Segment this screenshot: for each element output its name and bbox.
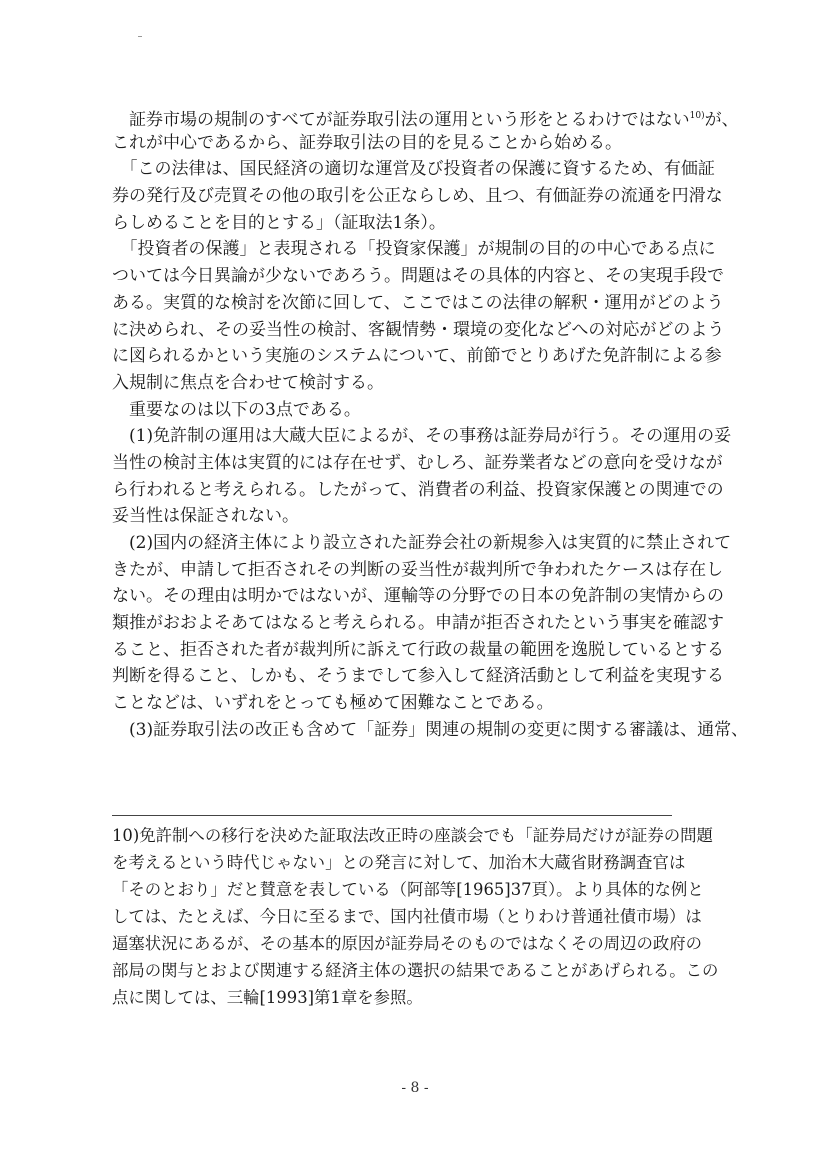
body-line: 証券市場の規制のすべてが証券取引法の運用という形をとるわけではない$^{10)}$が、	[112, 110, 739, 130]
footnote-divider	[112, 815, 672, 816]
footnote-line: 点に関しては、三輪[1993]第1章を参照。	[112, 988, 423, 1007]
body-line: 当性の検討主体は実質的には存在せず、むしろ、証券業者などの意向を受けなが	[112, 452, 723, 473]
footnote-line: しては、たとえば、今日に至るまで、国内社債市場（とりわけ普通社債市場）は	[112, 907, 702, 926]
body-line: 「この法律は、国民経済の適切な運営及び投資者の保護に資するため、有価証	[112, 159, 715, 180]
scan-artifact	[138, 36, 142, 37]
body-line: (2)国内の経済主体により設立された証券会社の新規参入は実質的に禁止されて	[112, 533, 732, 553]
body-line: これが中心であるから、証券取引法の目的を見ることから始める。	[112, 132, 622, 153]
body-text	[112, 103, 749, 744]
body-line: 類推がおおよそあてはなると考えられる。申請が拒否されたという事実を確認す	[112, 613, 724, 634]
body-line: ら行われると考えられる。したがって、消費者の利益、投資家保護との関連での	[112, 479, 724, 500]
footnote-line: 「そのとおり」だと賛意を表している（阿部等[1965]37頁）。より具体的な例と	[112, 880, 704, 899]
body-line: 「投資者の保護」と表現される「投資家保護」が規制の目的の中心である点に	[112, 239, 716, 260]
body-line: (3)証券取引法の改正も含めて「証券」関連の規制の変更に関する審議は、通常、	[112, 719, 749, 740]
footnote-line: 部局の関与とおよび関連する経済主体の選択の結果であることがあげられる。この	[112, 961, 719, 980]
body-line: 重要なのは以下の3点である。	[112, 399, 361, 420]
body-line: らしめることを目的とする」（証取法1条）。	[112, 212, 446, 233]
body-line: 券の発行及び売買その他の取引を公正ならしめ、且つ、有価証券の流通を円滑な	[112, 186, 723, 207]
body-line: (1)免許制の運用は大蔵大臣によるが、その事務は証券局が行う。その運用の妥	[112, 426, 732, 447]
footnote-line: を考えるという時代じゃない」との発言に対して、加治木大蔵省財務調査官は	[112, 853, 686, 872]
body-line: ついては今日異論が少ないであろう。問題はその具体的内容と、その実現手段で	[112, 266, 724, 287]
body-line: 判断を得ること、しかも、そうまでして参入して経済活動として利益を実現する	[112, 666, 724, 687]
body-line: に決められ、その妥当性の検討、客観情勢・環境の変化などへの対応がどのよう	[112, 319, 725, 340]
body-line: 入規制に焦点を合わせて検討する。	[112, 372, 384, 393]
footnote-reference: 10)	[689, 111, 705, 121]
body-line: ことなどは、いずれをとっても極めて困難なことである。	[112, 693, 554, 714]
body-line: きたが、申請して拒否されその判断の妥当性が裁判所で争われたケースは存在し	[112, 559, 724, 580]
body-line: ない。その理由は明かではないが、運輸等の分野での日本の免許制の実情からの	[112, 586, 724, 607]
body-line: ること、拒否された者が裁判所に訴えて行政の裁量の範囲を逸脱しているとする	[112, 639, 724, 660]
body-line: 妥当性は保証されない。	[112, 506, 299, 527]
body-line: ある。実質的な検討を次節に回して、ここではこの法律の解釈・運用がどのよう	[112, 292, 724, 313]
footnote-line: 10)免許制への移行を決めた証取法改正時の座談会でも「証券局だけが証券の問題	[112, 826, 713, 845]
page-number: - 8 -	[401, 1080, 429, 1096]
body-line: に図られるかという実施のシステムについて、前節でとりあげた免許制による参	[112, 346, 722, 367]
footnote-line: 逼塞状況にあるが、その基本的原因が証券局そのものではなくその周辺の政府の	[112, 934, 703, 953]
footnote	[112, 822, 722, 1011]
